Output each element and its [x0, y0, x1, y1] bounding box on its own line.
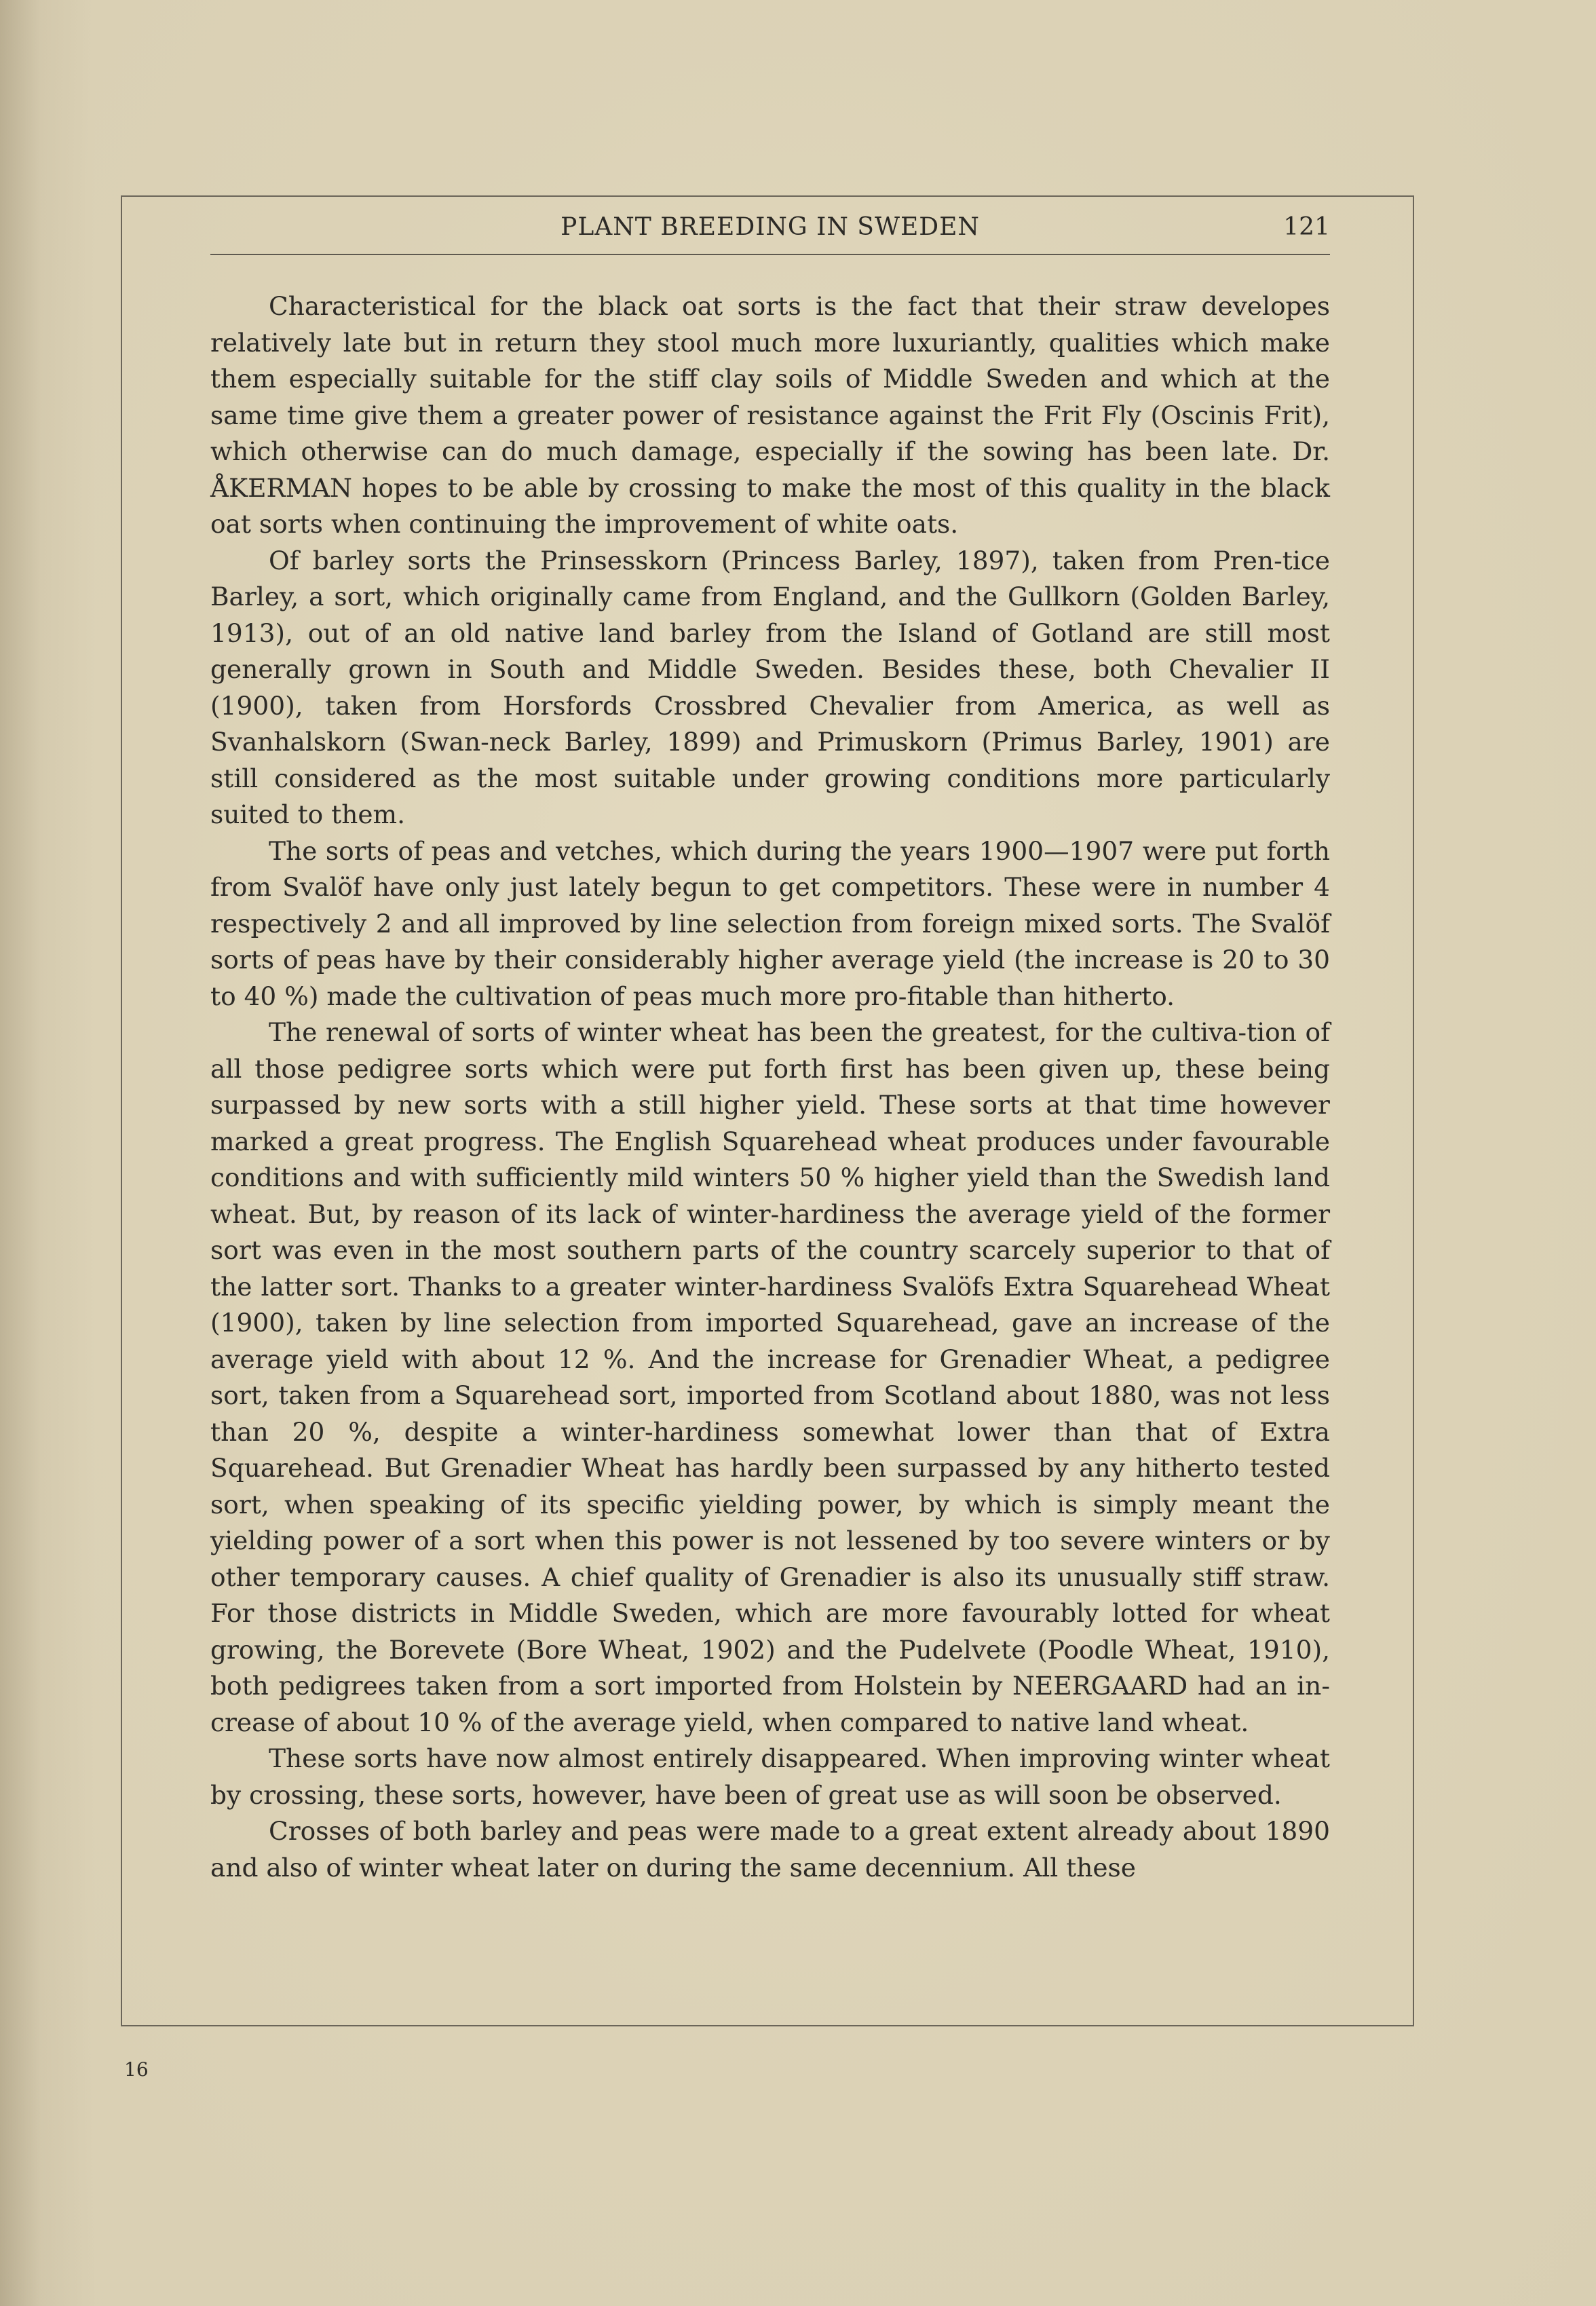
body-text — [210, 288, 1330, 1886]
paragraph: Of barley sorts the Prinsesskorn (Princess Barley, 1897), taken from Pren-tice Barley, a sort, which originally came from England, and the Gullkorn (Golden Barley, 1913), out of an old native land barley from the Island of Gotland are still most generally grown in South and Middle Sweden. Besides these, both Chevalier II (1900), taken from Horsfords Crossbred Chevalier from America, as well as Svanhalskorn (Swan-neck Barley, 1899) and Primuskorn (Primus Barley, 1901) are still considered as the most suitable under growing conditions more particularly suited to them. — [210, 545, 1330, 829]
running-header — [210, 210, 1330, 251]
header-rule — [210, 254, 1330, 255]
paragraph: Crosses of both barley and peas were made to a great extent already about 1890 and also of winter wheat later on during the same decennium. All these — [210, 1816, 1330, 1883]
paragraph: The renewal of sorts of winter wheat has been the greatest, for the cultiva-tion of all those pedigree sorts which were put forth first has been given up, these being surpassed by new sorts with a still higher yield. These sorts at that time however marked a great progress. The English Squarehead wheat produces under favourable conditions and with sufficiently mild winters 50 % higher yield than the Swedish land wheat. But, by reason of its lack of winter-hardiness the average yield of the former sort was even in the most southern parts of the country scarcely superior to that of the latter sort. Thanks to a greater winter-hardiness Svalöfs Extra Squarehead Wheat (1900), taken by line selection from imported Squarehead, gave an increase of the average yield with about 12 %. And the increase for Grenadier Wheat, a pedigree sort, taken from a Squarehead sort, imported from Scotland about 1880, was not less than 20 %, despite a winter-hardiness somewhat lower than that of Extra Squarehead. But Grenadier Wheat has hardly been surpassed by any hitherto tested sort, when speaking of its specific yielding power, by which is simply meant the yielding power of a sort when this power is not lessened by too severe winters or by other temporary causes. A chief quality of Grenadier is also its unusually stiff straw. For those districts in Middle Sweden, which are more favourably lotted for wheat growing, the Borevete (Bore Wheat, 1902) and the Pudelvete (Poodle Wheat, 1910), both pedigrees taken from a sort imported from Holstein by NEERGAARD had an in-crease of about 10 % of the average yield, when compared to native land wheat. — [210, 1017, 1330, 1737]
paragraph: The sorts of peas and vetches, which during the years 1900—1907 were put forth from Svalöf have only just lately begun to get competitors. These were in number 4 respectively 2 and all improved by line selection from foreign mixed sorts. The Svalöf sorts of peas have by their considerably higher average yield (the increase is 20 to 30 to 40 %) made the cultivation of peas much more pro-fitable than hitherto. — [210, 835, 1330, 1011]
paragraph: These sorts have now almost entirely disappeared. When improving winter wheat by crossing, these sorts, however, have been of great use as will soon be observed. — [210, 1743, 1330, 1810]
paragraph: Characteristical for the black oat sorts is the fact that their straw developes relatively late but in return they stool much more luxuriantly, qualities which make them especially suitable for the stiff clay soils of Middle Sweden and which at the same time give them a greater power of resistance against the Frit Fly (Oscinis Frit), which otherwise can do much damage, especially if the sowing has been late. Dr. ÅKERMAN hopes to be able by crossing to make the most of this quality in the black oat sorts when continuing the improvement of white oats. — [210, 291, 1330, 539]
signature-mark: 16 — [124, 2058, 149, 2081]
page-number: 121 — [1283, 213, 1330, 241]
running-title: PLANT BREEDING IN SWEDEN — [560, 213, 980, 241]
